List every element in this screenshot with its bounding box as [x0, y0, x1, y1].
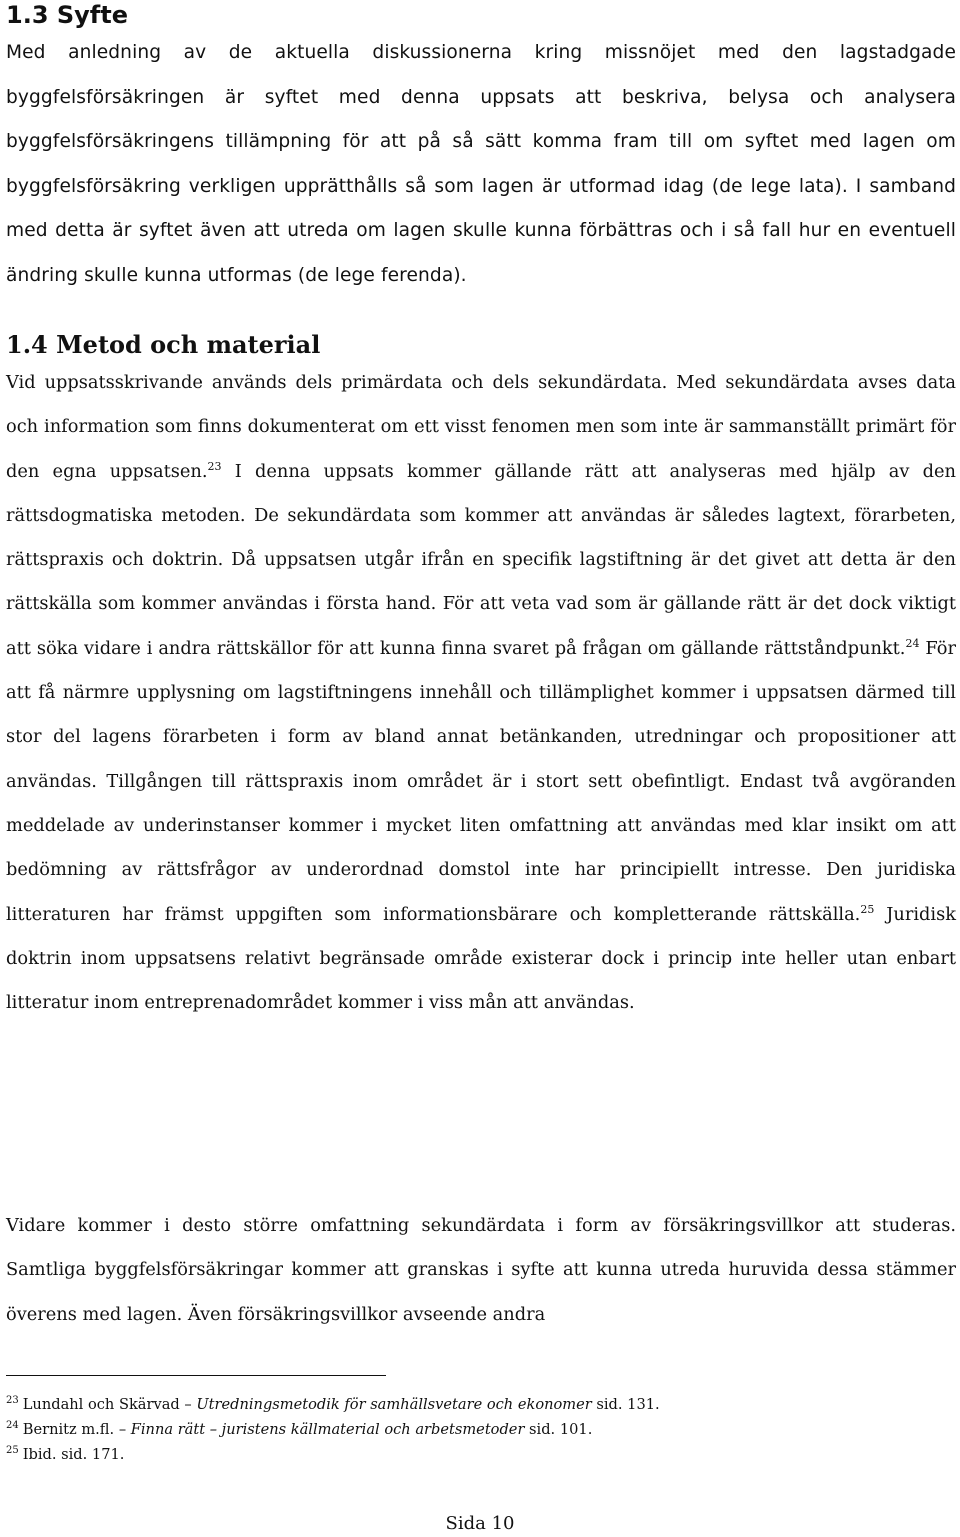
paragraph-text: I denna uppsats kommer gällande rätt att analyseras med hjälp av den rättsdogmatiska metoden. De sekundärdata som kommer att användas är således lagtext, förarbeten, rättspraxis och doktrin. Då uppsatsen utgår ifrån en specifik lagstiftning är det givet att detta är den rättskälla som kommer användas i första hand. För att veta vad som är gällande rätt är det dock viktigt att söka vidare i andra rättskällor för att kunna finna svaret på frågan om gällande rättståndpunkt. [6, 460, 956, 659]
footnote-separator [6, 1375, 386, 1376]
footnote-page: sid. 101. [524, 1421, 593, 1438]
paragraph-metod [6, 361, 956, 1025]
footnote-ref-24[interactable]: 24 [905, 636, 920, 650]
footnote-title: Utredningsmetodik för samhällsvetare och ekonomer [196, 1396, 592, 1413]
footnote-24 [6, 1417, 946, 1442]
section-heading-syfte: 1.3 Syfte [6, 1, 128, 29]
paragraph-text: För att få närmre upplysning om lagstiftningens innehåll och tillämplighet kommer i uppsatsen därmed till stor del lagens förarbeten i form av bland annat betänkanden, utredningar och propositioner att användas. Tillgången till rättspraxis inom området är i stort sett obefintligt. Endast två avgöranden meddelade av underinstanser kommer i mycket liten omfattning att användas med klar insikt om att bedömning av rättsfrågor av underordnad domstol inte har principiellt intresse. Den juridiska litteraturen har främst uppgiften som informationsbärare och kompletterande rättskälla. [6, 637, 956, 925]
footnote-number: 23 [6, 1395, 19, 1407]
footnote-author: Lundahl och Skärvad – [22, 1396, 197, 1413]
paragraph-syfte: Med anledning av de aktuella diskussionerna kring missnöjet med den lagstadgade byggfelsförsäkringen är syftet med denna uppsats att beskriva, belysa och analysera byggfelsförsäkringens tillämpning för att på så sätt komma fram till om syftet med lagen om byggfelsförsäkring verkligen upprätthålls så som lagen är utformad idag (de lege lata). I samband med detta är syftet även att utreda om lagen skulle kunna förbättras och i så fall hur en eventuell ändring skulle kunna utformas (de lege ferenda). [6, 42, 956, 286]
footnote-author: Ibid. sid. 171. [22, 1446, 125, 1463]
footnote-author: Bernitz m.fl. – [22, 1421, 131, 1438]
footnote-ref-25[interactable]: 25 [860, 902, 875, 916]
footnote-page: sid. 131. [591, 1396, 660, 1413]
section-heading-metod-och-material: 1.4 Metod och material [6, 330, 321, 359]
footnote-number: 25 [6, 1445, 19, 1457]
paragraph-forsakringsvillkor: Vidare kommer i desto större omfattning sekundärdata i form av försäkringsvillkor att studeras. Samtliga byggfelsförsäkringar kommer att granskas i syfte att kunna utreda huruvida dessa stämmer överens med lagen. Även försäkringsvillkor avseende andra [6, 1215, 956, 1325]
footnote-23 [6, 1392, 946, 1417]
page-number: Sida 10 [445, 1513, 515, 1534]
paragraph-text: Vid uppsatsskrivande används dels primärdata och dels sekundärdata. Med sekundärdata avses data och information som finns dokumenterat om ett visst fenomen men som inte är sammanställt primärt för den egna uppsatsen. [6, 372, 956, 482]
footnote-title: Finna rätt – juristens källmaterial och arbetsmetoder [130, 1421, 525, 1438]
footnote-number: 24 [6, 1420, 19, 1432]
footnote-25 [6, 1442, 946, 1467]
paragraph-text: Juridisk doktrin inom uppsatsens relativt begränsade område existerar dock i princip inte heller utan enbart litteratur inom entreprenadområdet kommer i viss mån att användas. [6, 903, 956, 1014]
footnote-ref-23[interactable]: 23 [207, 459, 222, 473]
footnotes [6, 1392, 946, 1467]
